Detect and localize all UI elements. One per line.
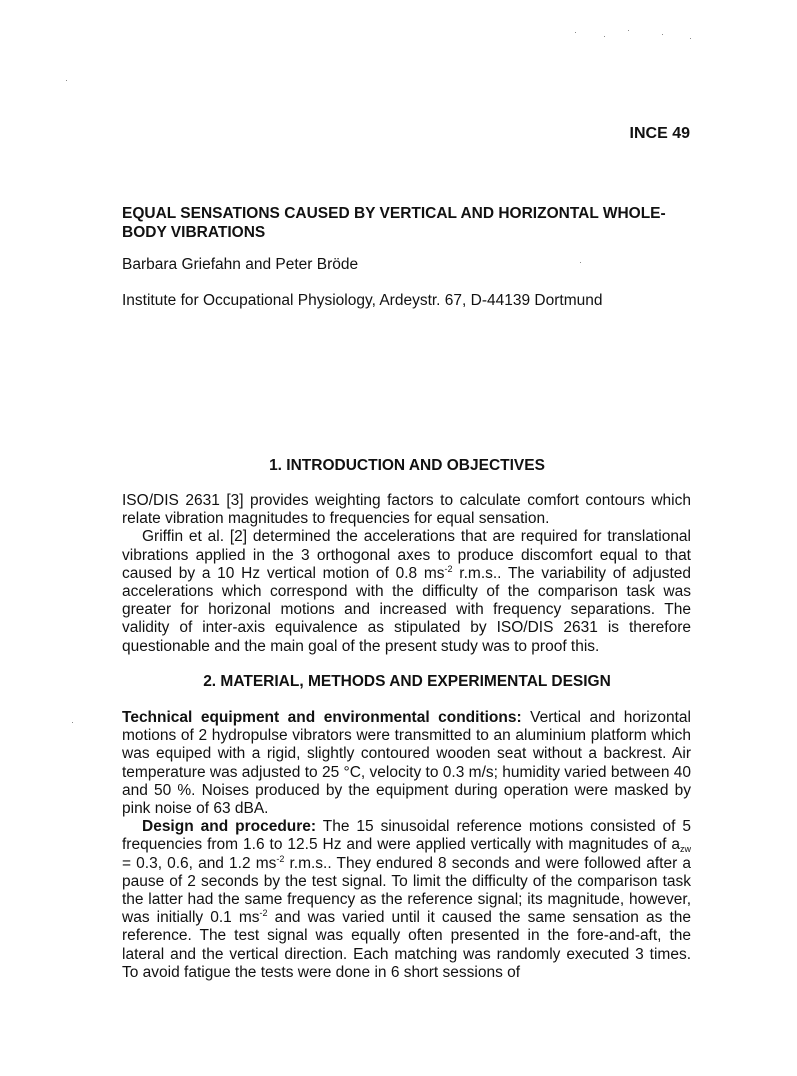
scan-speck	[580, 262, 581, 263]
exponent: -2	[276, 853, 285, 864]
text-run: r.m.s.. The variability of adjusted accelerations which correspond with the difficulty of the comparison task was greater for horizonal motions and increased with frequency separations. The validity of inter-axis equivalence as stipulated by ISO/DIS 2631 is therefore questionable and the main goal of the present study was to proof this.	[122, 564, 691, 655]
text-run: The 15 sinusoidal reference motions consisted of 5 frequencies from 1.6 to 12.5 Hz and were applied vertically with magnitudes of a	[122, 818, 691, 854]
text-run: = 0.3, 0.6, and 1.2 ms	[122, 854, 277, 872]
scan-speck	[628, 30, 629, 31]
text-run: Griffin et al. [2] determined the accelerations that are required for translational vibrations applied in the 3 orthogonal axes to produce discomfort equal to that caused by a 10 Hz vertical motion of 0.8 ms	[122, 528, 691, 582]
scan-speck	[604, 36, 605, 37]
subscript: zw	[680, 844, 691, 855]
paragraph-griffin	[122, 528, 691, 655]
section-body-methods	[122, 709, 691, 982]
scan-speck	[66, 80, 67, 81]
run-in-heading: Technical equipment and environmental conditions:	[122, 709, 522, 726]
scan-speck	[575, 32, 576, 33]
section-heading-introduction: 1. INTRODUCTION AND OBJECTIVES	[269, 457, 545, 474]
paper-affiliation: Institute for Occupational Physiology, Ardeystr. 67, D-44139 Dortmund	[122, 292, 603, 309]
text-run: and was varied until it caused the same sensation as the reference. The test signal was equally often presented in the fore-and-aft, the lateral and the vertical direction. Each matching was randomly executed 3 times. To avoid fatigue the tests were done in 6 short sessions of	[122, 909, 691, 981]
run-in-heading: Design and procedure:	[142, 818, 317, 836]
text-run: Vertical and horizontal motions of 2 hydropulse vibrators were transmitted to an aluminium platform which was equiped with a rigid, slightly contoured wooden seat without a backrest. Air temperature was adjusted to 25 °C, velocity to 0.3 m/s; humidity varied between 40 and 50 %. Noises produced by the equipment during operation were masked by pink noise of 63 dBA.	[122, 709, 691, 818]
paper-authors: Barbara Griefahn and Peter Bröde	[122, 256, 359, 273]
section-body-introduction	[122, 492, 691, 656]
exponent: -2	[444, 563, 453, 574]
scan-speck	[72, 722, 73, 723]
section-heading-methods: 2. MATERIAL, METHODS AND EXPERIMENTAL DESIGN	[203, 673, 611, 690]
exponent: -2	[259, 908, 268, 919]
paragraph-design	[122, 818, 691, 982]
paragraph-technical	[122, 709, 691, 818]
document-code: INCE 49	[629, 125, 690, 142]
text-run: r.m.s.. They endured 8 seconds and were followed after a pause of 2 seconds by the test signal. To limit the difficulty of the comparison task the latter had the same frequency as the reference signal; its magnitude, however, was initially 0.1 ms	[122, 854, 691, 927]
paragraph-iso: ISO/DIS 2631 [3] provides weighting factors to calculate comfort contours which relate vibration magnitudes to frequencies for equal sensation.	[122, 492, 691, 528]
paper-title: EQUAL SENSATIONS CAUSED BY VERTICAL AND HORIZONTAL WHOLE-BODY VIBRATIONS	[122, 205, 666, 241]
scan-speck	[662, 34, 663, 35]
scan-speck	[690, 38, 691, 39]
